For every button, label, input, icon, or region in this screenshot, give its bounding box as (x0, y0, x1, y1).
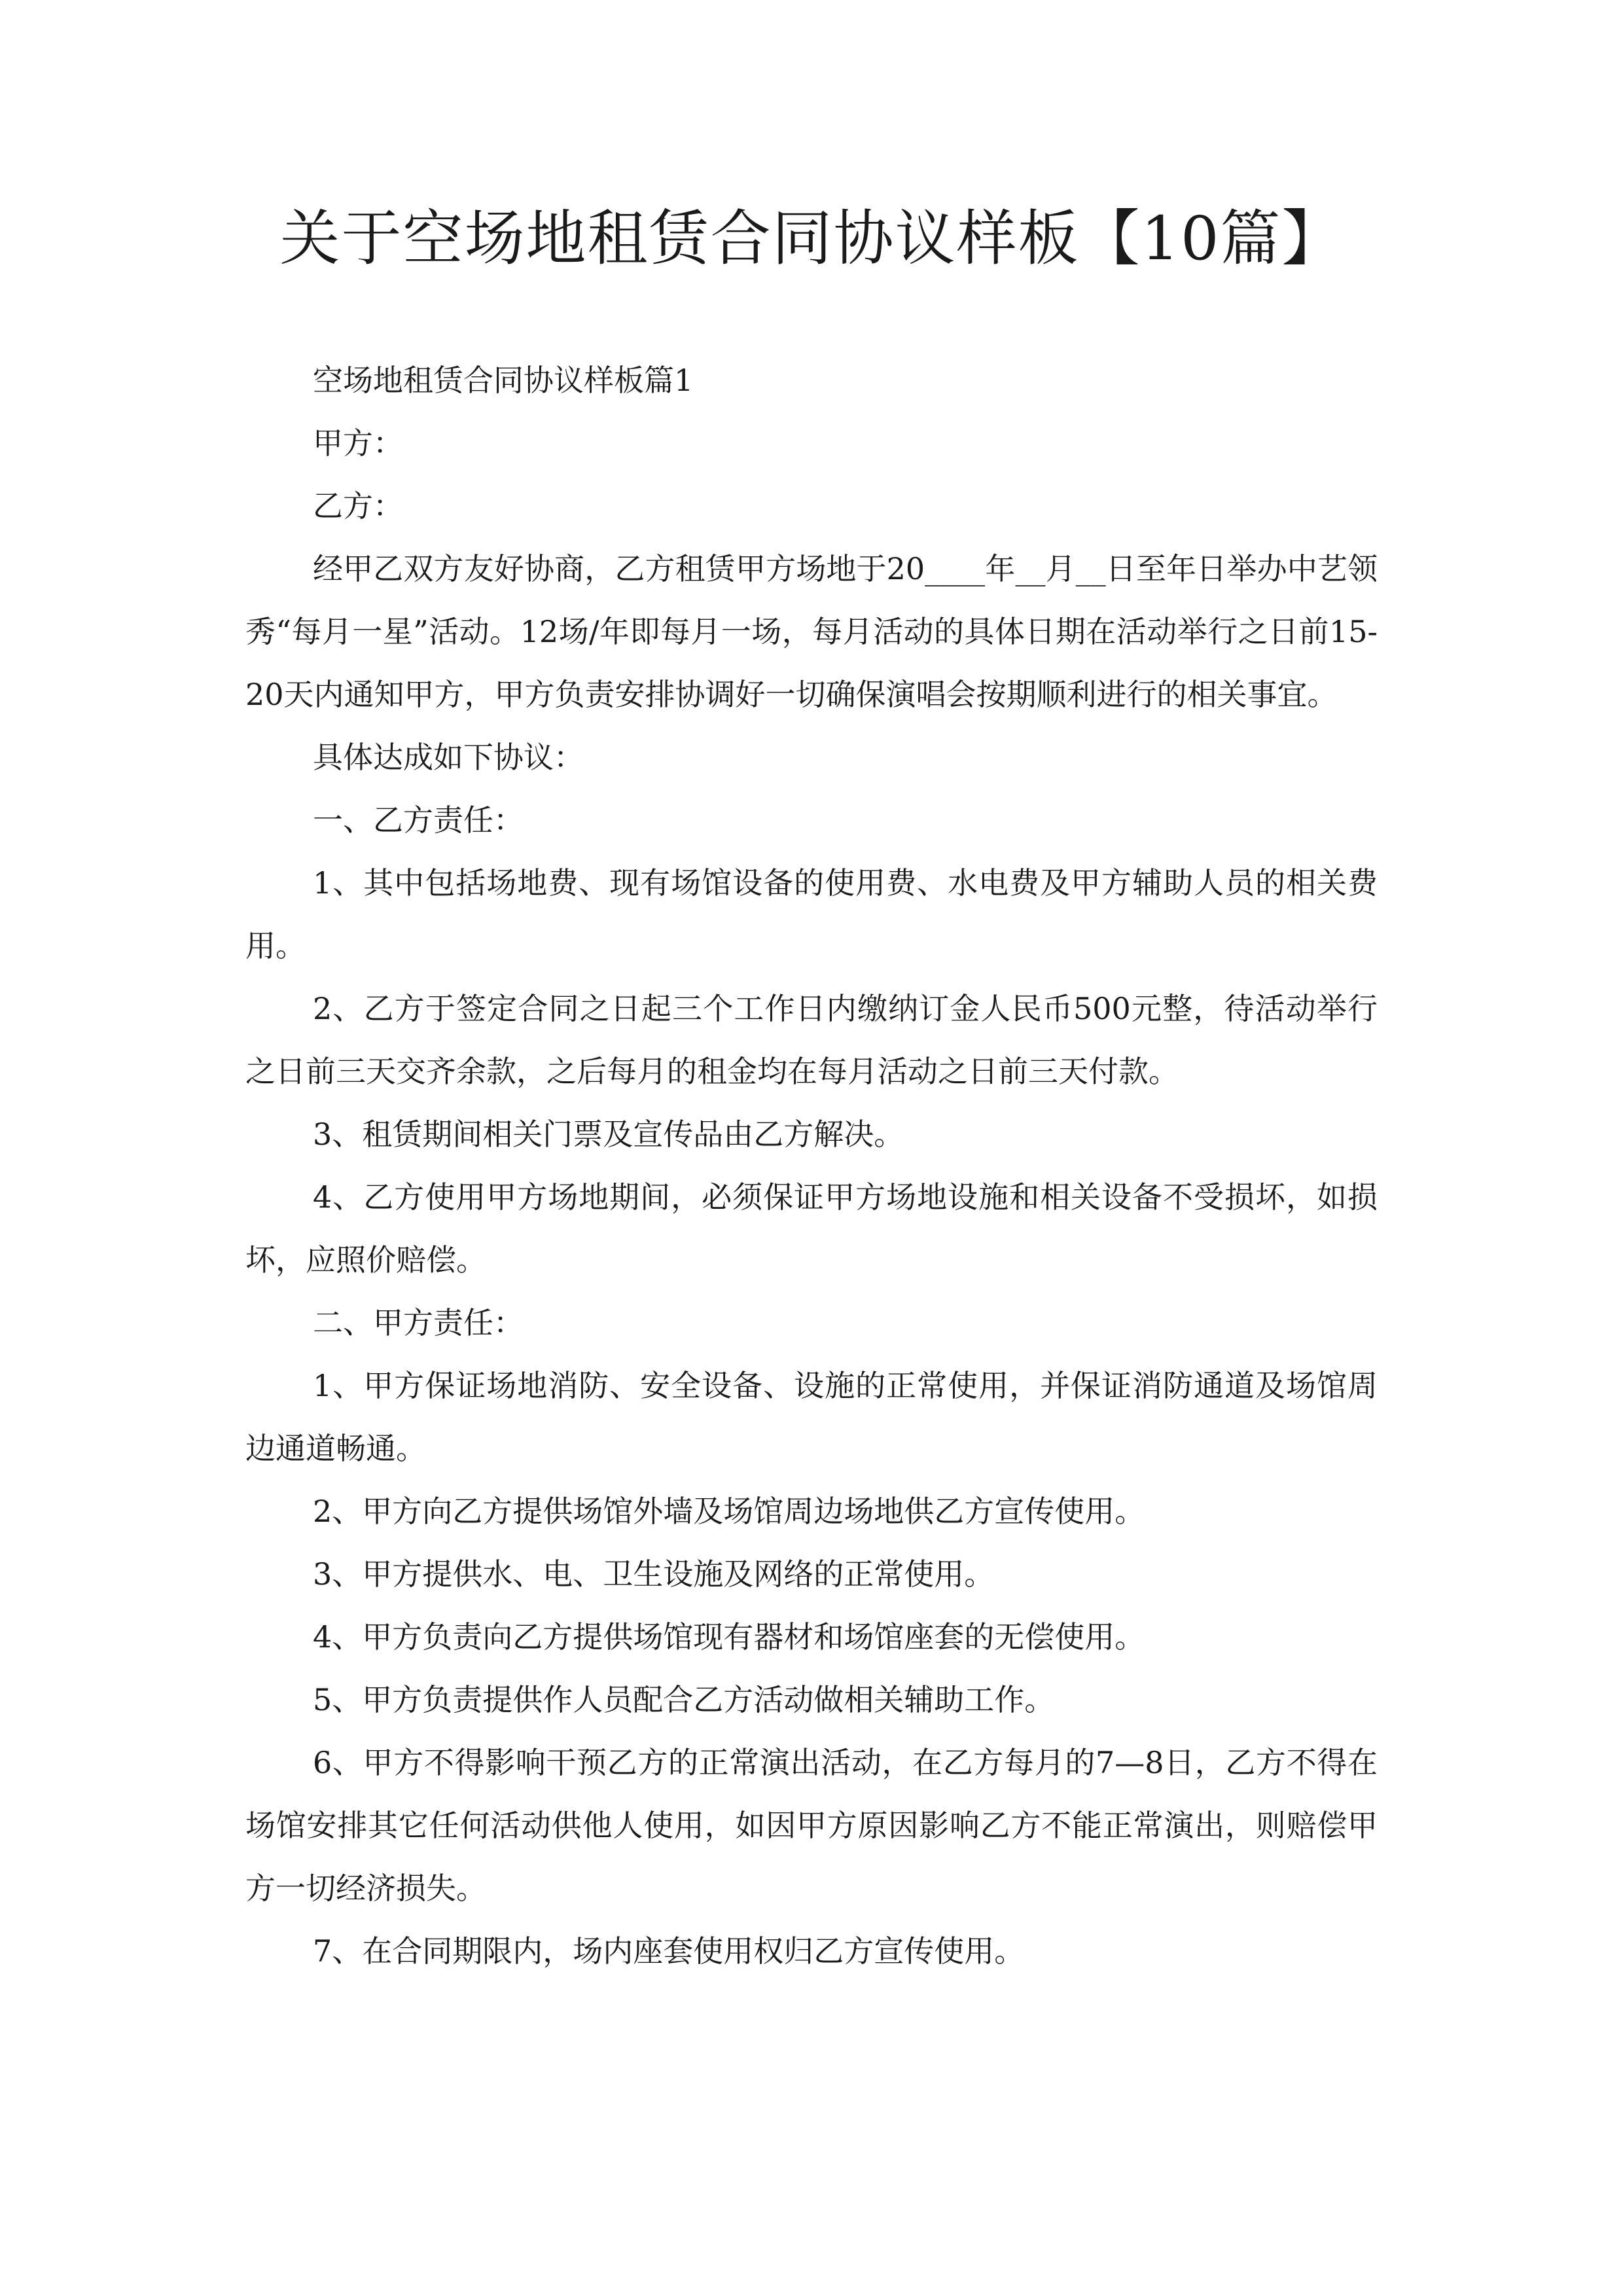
clause-b-1: 1、其中包括场地费、现有场馆设备的使用费、水电费及甲方辅助人员的相关费用。 (245, 865, 1378, 963)
clause-a-6: 6、甲方不得影响干预乙方的正常演出活动，在乙方每月的7—8日，乙方不得在场馆安排其它任何活动供他人使用，如因甲方原因影响乙方不能正常演出，则赔偿甲方一切经济损失。 (245, 1745, 1378, 1906)
agreement-lead: 具体达成如下协议： (313, 740, 584, 775)
clause-b-3: 3、租赁期间相关门票及宣传品由乙方解决。 (313, 1117, 904, 1152)
clause-b-2: 2、乙方于签定合同之日起三个工作日内缴纳订金人民币500元整，待活动举行之日前三天交齐余款，之后每月的租金均在每月活动之日前三天付款。 (245, 991, 1378, 1089)
party-b-label: 乙方： (313, 488, 403, 524)
document-body (245, 349, 1378, 1982)
party-a-responsibility-heading: 二、甲方责任： (313, 1305, 524, 1340)
party-a-label: 甲方： (313, 425, 403, 461)
section-heading: 空场地租赁合同协议样板篇1 (313, 363, 694, 398)
clause-a-4: 4、甲方负责向乙方提供场馆现有器材和场馆座套的无偿使用。 (313, 1619, 1145, 1655)
clause-b-4: 4、乙方使用甲方场地期间，必须保证甲方场地设施和相关设备不受损坏，如损坏，应照价赔偿。 (245, 1179, 1378, 1278)
clause-a-1: 1、甲方保证场地消防、安全设备、设施的正常使用，并保证消防通道及场馆周边通道畅通。 (245, 1368, 1378, 1466)
document-title: 关于空场地租赁合同协议样板【10篇】 (279, 204, 1344, 274)
clause-a-3: 3、甲方提供水、电、卫生设施及网络的正常使用。 (313, 1556, 995, 1592)
party-b-responsibility-heading: 一、乙方责任： (313, 802, 524, 838)
clause-a-2: 2、甲方向乙方提供场馆外墙及场馆周边场地供乙方宣传使用。 (313, 1494, 1145, 1529)
clause-a-5: 5、甲方负责提供作人员配合乙方活动做相关辅助工作。 (313, 1682, 1055, 1717)
intro-paragraph: 经甲乙双方友好协商，乙方租赁甲方场地于20____年__月__日至年日举办中艺领秀“每月一星”活动。12场/年即每月一场，每月活动的具体日期在活动举行之日前15-20天内通知甲方，甲方负责安排协调好一切确保演唱会按期顺利进行的相关事宜。 (245, 551, 1378, 712)
clause-a-7: 7、在合同期限内，场内座套使用权归乙方宣传使用。 (313, 1933, 1025, 1969)
